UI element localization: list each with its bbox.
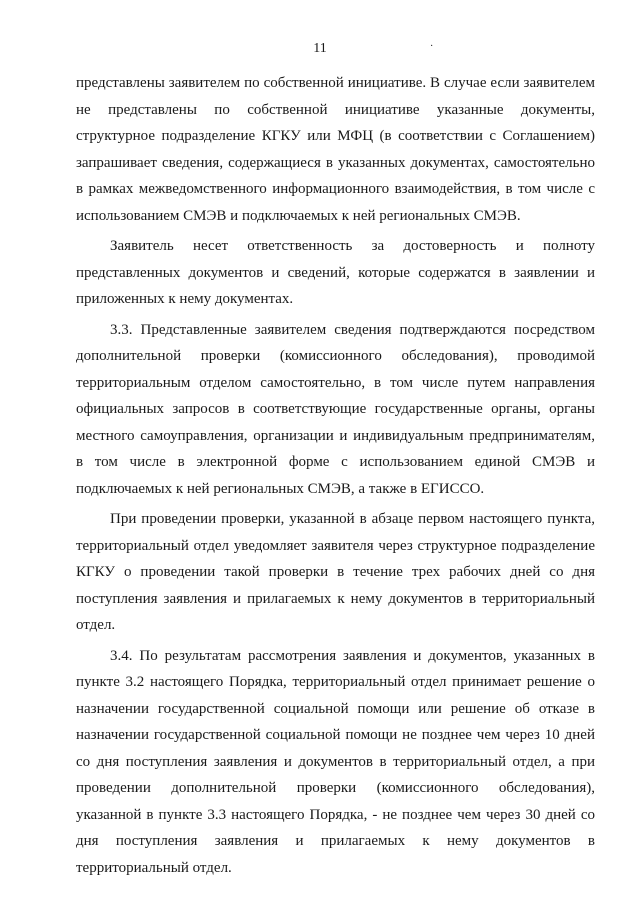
paragraph-applicant-responsibility: Заявитель несет ответственность за достоверность и полноту представленных документов и сведений, которые содержатся в заявлении и приложенных к нему документах. [76, 238, 595, 307]
paragraph-section-3-3: 3.3. Представленные заявителем сведения подтверждаются посредством дополнительной проверки (комиссионного обследования), проводимой территориальным отделом самостоятельно, в том числе путем направления официальных запросов в соответствующие государственные органы, органы местного самоуправления, организации и индивидуальным предпринимателям, в том числе в электронной форме с использованием единой СМЭВ и подключаемых к ней региональных СМЭВ, а также в ЕГИССО. [76, 321, 595, 497]
paragraph-section-3-4: 3.4. По результатам рассмотрения заявления и документов, указанных в пункте 3.2 настоящего Порядка, территориальный отдел принимает решение о назначении государственной социальной помощи или решение об отказе в назначении государственной социальной помощи не позднее чем через 10 дней со дня поступления заявления и документов в территориальный отдел, а при проведении дополнительной проверки (комиссионного обследования), указанной в пункте 3.3 настоящего Порядка, - не позднее чем через 30 дней со дня поступления заявления и прилагаемых к нему документов в территориальный отдел. [76, 647, 595, 876]
paragraph-verification-notice: При проведении проверки, указанной в абзаце первом настоящего пункта, территориальный отдел уведомляет заявителя через структурное подразделение КГКУ о проведении такой проверки в течение трех рабочих дней со дня поступления заявления и прилагаемых к нему документов в территориальный отдел. [76, 511, 595, 633]
page-number: 11 [313, 41, 327, 56]
paragraph-continuation: представлены заявителем по собственной инициативе. В случае если заявителем не представлены по собственной инициативе указанные документы, структурное подразделение КГКУ или МФЦ (в соответствии с Соглашением) запрашивает сведения, содержащиеся в указанных документах, самостоятельно в рамках межведомственного информационного взаимодействия, в том числе с использованием СМЭВ и подключаемых к ней региональных СМЭВ. [76, 75, 595, 224]
scan-mark: · [430, 41, 434, 52]
document-body [76, 70, 595, 881]
